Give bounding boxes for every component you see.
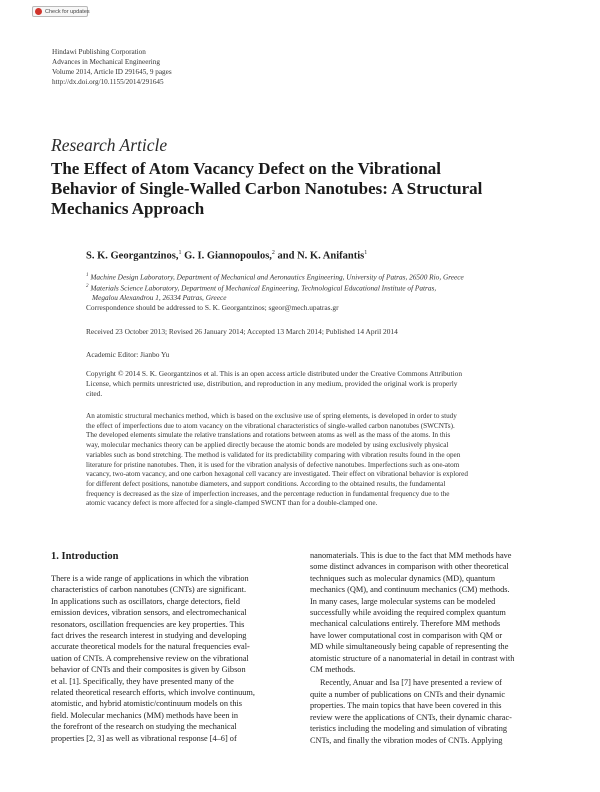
body-line: atomistic, and hybrid atomistic/continuum models on this (51, 699, 243, 709)
journal-header (52, 47, 172, 87)
update-icon (35, 8, 42, 15)
abstract-line: for different defect positions, nanotube diameters, and support conditions. According to the obtained results, the fundamental (86, 479, 446, 488)
body-line: mechanical calculations entirely. Therefore MM methods (310, 619, 501, 629)
abstract-line: frequency is decreased as the size of imperfection increases, and the percentage reduction in fundamental frequency due to the (86, 489, 450, 498)
body-line: CNTs, and finally the vibration modes of CNTs. Applying (310, 735, 503, 745)
journal-name: Advances in Mechanical Engineering (52, 58, 160, 66)
body-line: There is a wide range of applications in which the vibration (51, 574, 249, 583)
copyright-line: License, which permits unrestricted use, distribution, and reproduction in any medium, provided the original work is properly (86, 378, 458, 388)
author-name: S. K. Georgantzinos, (86, 250, 179, 262)
body-line: fact drives the research interest in studying and developing (51, 631, 247, 641)
copyright-line: cited. (86, 388, 103, 398)
copyright-line: Copyright © 2014 S. K. Georgantzinos et al. This is an open access article distributed under the Creative Commons Attribution (86, 369, 463, 378)
affil-mark: 1 (86, 273, 89, 278)
body-line: techniques such as molecular dynamics (MD), quantum (310, 573, 496, 583)
affil-mark: 2 (86, 284, 89, 290)
body-line: Recently, Anuar and Isa [7] have presented a review of (320, 678, 502, 688)
author-name: and N. K. Anifantis (274, 250, 365, 262)
article-title (51, 159, 521, 219)
title-line: The Effect of Atom Vacancy Defect on the Vibrational (51, 159, 442, 178)
body-line: related theoretical research efforts, which involve continuum, (51, 688, 255, 698)
affiliation-line (86, 271, 464, 282)
affiliation-line (86, 282, 464, 293)
affiliation-text: Megalou Alexandrou 1, 26334 Patras, Greece (92, 293, 227, 303)
body-line: the forefront of the research on studying the mechanical (51, 722, 237, 732)
body-line: quite a number of publications on CNTs and their dynamic (310, 689, 506, 699)
abstract-line: the effect of imperfections due to atom vacancy on the vibrational characteristics of single-walled carbon nanotubes (SWCNTs). (86, 421, 455, 430)
abstract-line: The developed elements simulate the relative translations and rotations between atoms as well as the mass of the atoms. In this (86, 431, 451, 440)
copyright-notice (86, 369, 551, 399)
affiliations (86, 271, 464, 303)
body-column-right (310, 550, 550, 746)
affiliation-text: Materials Science Laboratory, Department of Mechanical Engineering, Technological Educational Institute of Patras, (88, 283, 437, 293)
affiliation-text: Machine Design Laboratory, Department of Mechanical and Aeronautics Engineering, University of Patras, 26500 Rio, Greece (88, 272, 464, 282)
author-affil-mark: 1 (178, 250, 182, 256)
abstract-line: variables such as bond stretching. The method is validated for its predictability comparing with vibration results found in the open (86, 450, 461, 459)
body-line: properties [2, 3] as well as vibrational response [4–6] of (51, 733, 237, 743)
check-for-updates-badge[interactable] (32, 6, 88, 17)
academic-editor: Academic Editor: Jianbo Yu (86, 350, 170, 359)
abstract-line: An atomistic structural mechanics method, which is based on the exclusive use of spring elements, is developed in order to study (86, 412, 457, 420)
abstract (86, 412, 551, 509)
body-line: CM methods. (310, 665, 356, 675)
body-line: successfully while avoiding the required complex quantum (310, 608, 506, 618)
badge-label: Check for updates (45, 8, 90, 15)
body-line: characteristics of carbon nanotubes (CNTs) are significant. (51, 585, 247, 595)
body-line: some distinct advances in comparison with other theoretical (310, 562, 509, 572)
affiliation-line (86, 293, 464, 303)
body-line: mechanics (QM), and continuum mechanics (CM) methods. (310, 585, 510, 595)
volume-info: Volume 2014, Article ID 291645, 9 pages (52, 68, 172, 76)
author-list (86, 250, 367, 262)
publication-dates: Received 23 October 2013; Revised 26 January 2014; Accepted 13 March 2014; Published 14 April 2014 (86, 327, 398, 336)
article-type: Research Article (51, 135, 168, 155)
doi-link[interactable]: http://dx.doi.org/10.1155/2014/291645 (52, 78, 164, 86)
body-column-left (51, 573, 291, 744)
body-line: review were the applications of CNTs, their dynamic charac- (310, 712, 512, 722)
body-line: field. Molecular mechanics (MM) methods have been in (51, 710, 239, 720)
body-line: In many cases, large molecular systems can be modeled (310, 596, 496, 606)
title-line: Mechanics Approach (51, 199, 205, 218)
body-line: accurate theoretical models for the natural frequencies eval- (51, 642, 250, 652)
correspondence: Correspondence should be addressed to S. K. Georgantzinos; sgeor@mech.upatras.gr (86, 303, 339, 312)
body-line: MD while simultaneously being capable of representing the (310, 642, 509, 652)
abstract-line: literature for pristine nanotubes. Then, it is used for the vibration analysis of defective nanotubes. Imperfections such as one-atom (86, 460, 460, 469)
author-affil-mark: 2 (271, 250, 275, 256)
body-line: have lower computational cost in comparison with QM or (310, 630, 503, 640)
title-line: Behavior of Single-Walled Carbon Nanotubes: A Structural (51, 179, 483, 198)
body-line: properties. The main topics that have been covered in this (310, 701, 502, 711)
body-line: nanomaterials. This is due to the fact that MM methods have (310, 551, 512, 560)
body-line: In applications such as oscillators, charge detectors, field (51, 596, 241, 606)
author-affil-mark: 1 (364, 250, 368, 256)
body-line: uation of CNTs. A comprehensive review on the vibrational (51, 653, 249, 663)
body-line: emission devices, vibration sensors, and electromechanical (51, 608, 247, 618)
abstract-line: atomic vacancy defect is more affected for a single-clamped SWCNT than for a double-clamped one. (86, 499, 378, 508)
body-line: et al. [1]. Specifically, they have presented many of the (51, 676, 234, 686)
body-line: atomistic structure of a nanomaterial in detail in contrast with (310, 653, 515, 663)
body-line: resonators, oscillation frequencies are key properties. This (51, 619, 245, 629)
author-name: G. I. Giannopoulos, (181, 250, 272, 262)
abstract-line: vacancy, two-atom vacancy, and one carbon hexagonal cell vacancy are investigated. Their effect on vibrational behavior is explored (86, 470, 468, 479)
abstract-line: way, molecular mechanics theory can be applied directly because the atomic bonds are modeled by using exclusively physical (86, 441, 449, 450)
body-line: behavior of CNTs and their composites is given by Gibson (51, 665, 246, 675)
publisher-name: Hindawi Publishing Corporation (52, 48, 146, 56)
section-heading: 1. Introduction (51, 551, 119, 562)
body-line: teristics including the modeling and simulation of vibrating (310, 724, 508, 734)
